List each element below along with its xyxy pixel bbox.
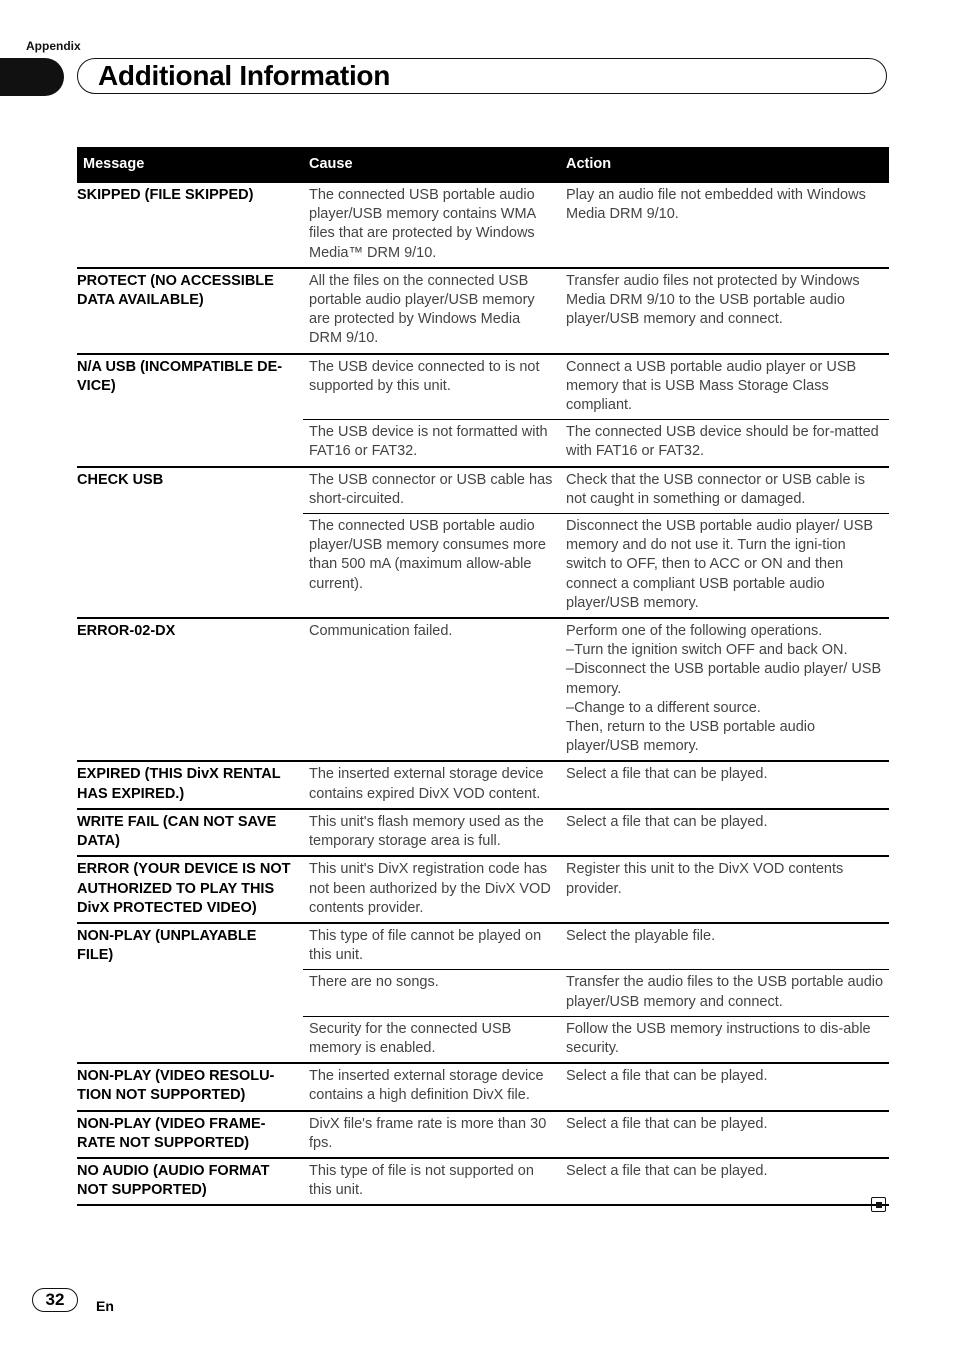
action-cell: Select a file that can be played. <box>560 1111 889 1158</box>
header-message: Message <box>77 147 303 182</box>
message-cell: NON-PLAY (VIDEO FRAME-RATE NOT SUPPORTED) <box>77 1111 303 1158</box>
action-cell: Perform one of the following operations. –Turn the ignition switch OFF and back ON. –Disconnect the USB portable audio player/ USB memory. –Change to a different source. Then, return to the USB portable audio player/USB memory. <box>560 618 889 761</box>
action-cell: Register this unit to the DivX VOD contents provider. <box>560 856 889 923</box>
action-cell: Play an audio file not embedded with Windows Media DRM 9/10. <box>560 182 889 268</box>
cause-cell: The connected USB portable audio player/USB memory contains WMA files that are protected by Windows Media™ DRM 9/10. <box>303 182 560 268</box>
cause-cell: DivX file's frame rate is more than 30 fps. <box>303 1111 560 1158</box>
message-cell: ERROR (YOUR DEVICE IS NOT AUTHORIZED TO PLAY THIS DivX PROTECTED VIDEO) <box>77 856 303 923</box>
cause-cell: Communication failed. <box>303 618 560 761</box>
message-cell: WRITE FAIL (CAN NOT SAVE DATA) <box>77 809 303 856</box>
cause-cell: The inserted external storage device contains a high definition DivX file. <box>303 1063 560 1110</box>
table-body <box>77 182 889 1205</box>
page-title: Additional Information <box>98 60 391 91</box>
language-label: En <box>96 1298 114 1314</box>
error-message-table <box>77 147 889 1206</box>
section-label: Appendix <box>26 39 81 53</box>
table-row <box>77 354 889 420</box>
cause-cell: The USB connector or USB cable has short-circuited. <box>303 467 560 514</box>
section-tab <box>0 58 64 96</box>
header-action: Action <box>560 147 889 182</box>
action-cell: Disconnect the USB portable audio player/ USB memory and do not use it. Turn the igni-tion switch to OFF, then to ACC or ON and then connect a compliant USB portable audio player/USB memory. <box>560 514 889 619</box>
action-cell: Transfer the audio files to the USB portable audio player/USB memory and connect. <box>560 970 889 1016</box>
table-row <box>77 923 889 970</box>
action-cell: Select a file that can be played. <box>560 1158 889 1205</box>
table-row <box>77 856 889 923</box>
table-row <box>77 1158 889 1205</box>
cause-cell: Security for the connected USB memory is enabled. <box>303 1016 560 1063</box>
page-number: 32 <box>32 1288 78 1312</box>
action-cell: Select the playable file. <box>560 923 889 970</box>
cause-cell: This type of file is not supported on this unit. <box>303 1158 560 1205</box>
table-row <box>77 618 889 761</box>
cause-cell: The USB device connected to is not supported by this unit. <box>303 354 560 420</box>
end-of-section-icon <box>871 1197 886 1212</box>
table-header-row <box>77 147 889 182</box>
cause-cell: All the files on the connected USB portable audio player/USB memory are protected by Windows Media DRM 9/10. <box>303 268 560 354</box>
cause-cell: There are no songs. <box>303 970 560 1016</box>
cause-cell: The inserted external storage device contains expired DivX VOD content. <box>303 761 560 808</box>
action-cell: Connect a USB portable audio player or USB memory that is USB Mass Storage Class compliant. <box>560 354 889 420</box>
table-row <box>77 1111 889 1158</box>
action-cell: Check that the USB connector or USB cable is not caught in something or damaged. <box>560 467 889 514</box>
action-cell: Select a file that can be played. <box>560 761 889 808</box>
table-row <box>77 182 889 268</box>
table-row <box>77 1063 889 1110</box>
message-cell: SKIPPED (FILE SKIPPED) <box>77 182 303 268</box>
message-cell: PROTECT (NO ACCESSIBLE DATA AVAILABLE) <box>77 268 303 354</box>
message-cell: CHECK USB <box>77 467 303 618</box>
title-banner <box>77 58 887 94</box>
table-row <box>77 268 889 354</box>
table-row <box>77 467 889 514</box>
message-cell: NO AUDIO (AUDIO FORMAT NOT SUPPORTED) <box>77 1158 303 1205</box>
message-cell: NON-PLAY (UNPLAYABLE FILE) <box>77 923 303 1063</box>
action-cell: Select a file that can be played. <box>560 1063 889 1110</box>
table-row <box>77 809 889 856</box>
message-cell: ERROR-02-DX <box>77 618 303 761</box>
cause-cell: This type of file cannot be played on this unit. <box>303 923 560 970</box>
action-cell: Transfer audio files not protected by Windows Media DRM 9/10 to the USB portable audio player/USB memory and connect. <box>560 268 889 354</box>
message-cell: N/A USB (INCOMPATIBLE DE-VICE) <box>77 354 303 467</box>
header-cause: Cause <box>303 147 560 182</box>
message-cell: EXPIRED (THIS DivX RENTAL HAS EXPIRED.) <box>77 761 303 808</box>
cause-cell: This unit's DivX registration code has not been authorized by the DivX VOD contents provider. <box>303 856 560 923</box>
action-cell: The connected USB device should be for-matted with FAT16 or FAT32. <box>560 420 889 467</box>
action-cell: Select a file that can be played. <box>560 809 889 856</box>
cause-cell: The connected USB portable audio player/USB memory consumes more than 500 mA (maximum allow-able current). <box>303 514 560 619</box>
cause-cell: This unit's flash memory used as the temporary storage area is full. <box>303 809 560 856</box>
action-cell: Follow the USB memory instructions to dis-able security. <box>560 1016 889 1063</box>
table-row <box>77 761 889 808</box>
cause-cell: The USB device is not formatted with FAT16 or FAT32. <box>303 420 560 467</box>
message-cell: NON-PLAY (VIDEO RESOLU-TION NOT SUPPORTED) <box>77 1063 303 1110</box>
